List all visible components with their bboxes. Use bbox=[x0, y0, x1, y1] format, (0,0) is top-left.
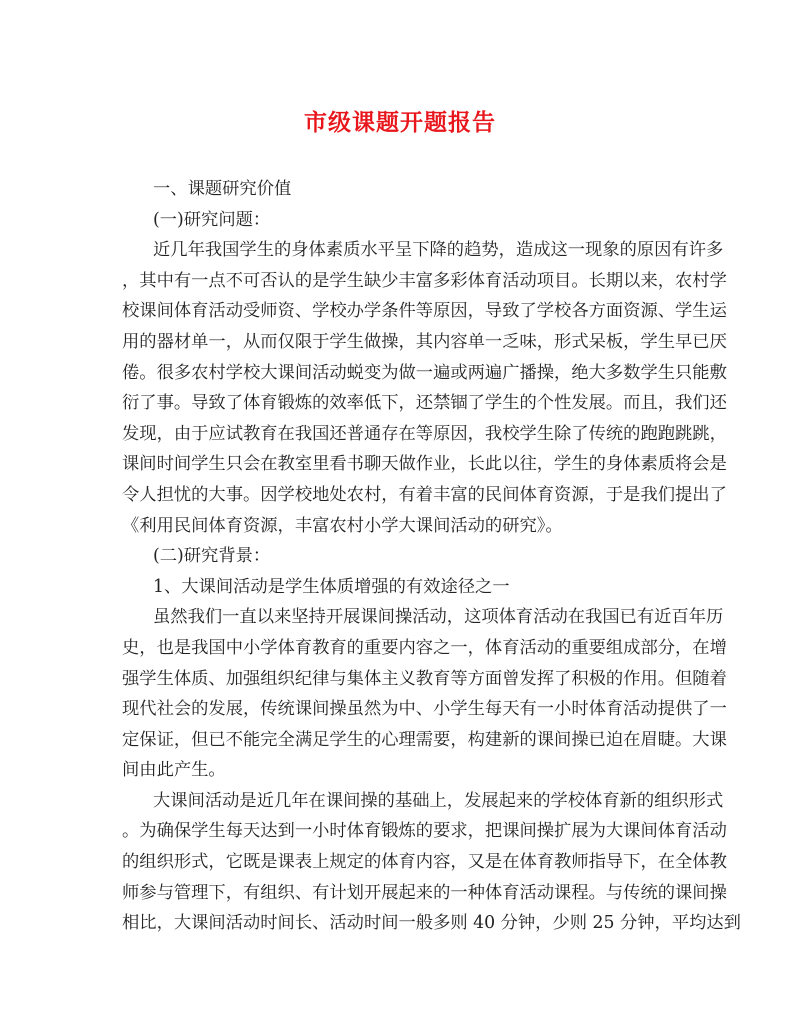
text-line: 《利用民间体育资源，丰富农村小学大课间活动的研究》。 bbox=[122, 515, 563, 536]
text-line: 。为确保学生每天达到一小时体育锻炼的要求，把课间操扩展为大课间体育活动 bbox=[122, 821, 727, 842]
text-line: 用的器材单一，从而仅限于学生做操，其内容单一乏味，形式呆板，学生早已厌 bbox=[122, 331, 727, 352]
text-line: 虽然我们一直以来坚持开展课间操活动，这项体育活动在我国已有近百年历 bbox=[153, 607, 724, 628]
document-title: 市级课题开题报告 bbox=[304, 109, 496, 136]
text-line: 大课间活动是近几年在课间操的基础上，发展起来的学校体育新的组织形式 bbox=[153, 790, 724, 811]
text-line: 强学生体质、加强组织纪律与集体主义教育等方面曾发挥了积极的作用。但随着 bbox=[122, 668, 727, 689]
text-line: 倦。很多农村学校大课间活动蜕变为做一遍或两遍广播操，绝大多数学生只能敷 bbox=[122, 362, 727, 383]
text-line: 课间时间学生只会在教室里看书聊天做作业，长此以往，学生的身体素质将会是 bbox=[122, 454, 727, 475]
text-line: 的组织形式，它既是课表上规定的体育内容，又是在体育教师指导下，在全体教 bbox=[122, 852, 727, 873]
text-line: 史，也是我国中小学体育教育的重要内容之一，体育活动的重要组成部分，在增 bbox=[122, 637, 727, 658]
text-line: 定保证，但已不能完全满足学生的心理需要，构建新的课间操已迫在眉睫。大课 bbox=[122, 729, 727, 750]
text-line: 相比，大课间活动时间长、活动时间一般多则 40 分钟，少则 25 分钟，平均达到 bbox=[122, 913, 741, 934]
text-line: 近几年我国学生的身体素质水平呈下降的趋势，造成这一现象的原因有许多 bbox=[153, 240, 724, 261]
text-line: 现代社会的发展，传统课间操虽然为中、小学生每天有一小时体育活动提供了一 bbox=[122, 699, 727, 720]
text-line: 衍了事。导致了体育锻炼的效率低下，还禁锢了学生的个性发展。而且，我们还 bbox=[122, 393, 727, 414]
text-line: (一)研究问题： bbox=[153, 209, 271, 230]
text-line: 发现，由于应试教育在我国还普通存在等原因，我校学生除了传统的跑跑跳跳， bbox=[122, 423, 727, 444]
text-line: 师参与管理下，有组织、有计划开展起来的一种体育活动课程。与传统的课间操 bbox=[122, 882, 727, 903]
text-line: 令人担忧的大事。因学校地处农村，有着丰富的民间体育资源，于是我们提出了 bbox=[122, 484, 727, 505]
text-line: 一、课题研究价值 bbox=[153, 179, 292, 199]
text-line: 1、大课间活动是学生体质增强的有效途径之一 bbox=[153, 576, 510, 597]
text-line: ，其中有一点不可否认的是学生缺少丰富多彩体育活动项目。长期以来，农村学 bbox=[122, 270, 727, 291]
text-line: 间由此产生。 bbox=[122, 760, 226, 781]
text-line: 校课间体育活动受师资、学校办学条件等原因，导致了学校各方面资源、学生运 bbox=[122, 301, 727, 322]
document-body bbox=[122, 174, 741, 939]
text-line: (二)研究背景： bbox=[153, 546, 271, 567]
